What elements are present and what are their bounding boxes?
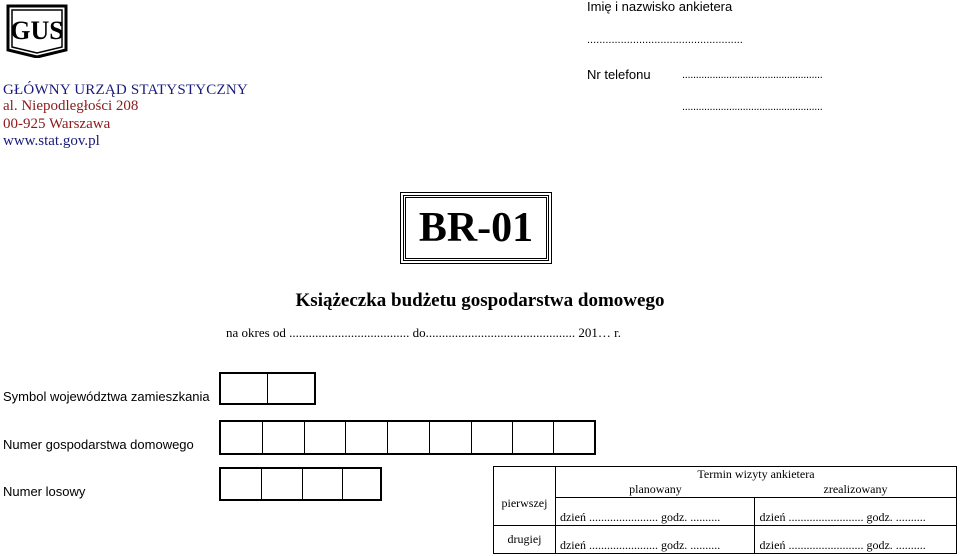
household-label: Numer gospodarstwa domowego [3,437,194,452]
planned-cell[interactable]: dzień ....................... godz. .......... [555,526,755,554]
planned-cell[interactable]: dzień ....................... godz. .......... [555,498,755,526]
interviewer-name-line[interactable]: ................................................... [587,34,743,46]
visits-table [493,466,957,554]
code-cell[interactable] [263,422,305,453]
visits-header: Termin wizyty ankietera [555,467,956,483]
gus-logo [2,2,72,58]
institution-name: GŁÓWNY URZĄD STATYSTYCZNY [3,82,248,98]
code-cell[interactable] [343,469,380,499]
phone-line[interactable]: ................................................... [682,69,823,81]
visits-corner [494,467,556,483]
code-cell[interactable] [221,374,268,403]
institution-website: www.stat.gov.pl [3,133,100,149]
random-number-label: Numer losowy [3,484,86,499]
code-cell[interactable] [554,422,594,453]
random-number-code-box[interactable] [219,467,382,501]
code-cell[interactable] [513,422,554,453]
actual-cell[interactable]: dzień ......................... godz. .......... [755,498,957,526]
form-title: Książeczka budżetu gospodarstwa domowego [295,290,665,311]
code-cell[interactable] [221,422,263,453]
actual-cell[interactable]: dzień ......................... godz. .......... [755,526,957,554]
institution-city: 00-925 Warszawa [3,116,111,132]
phone-label: Nr telefonu [587,67,651,82]
planned-header: planowany [555,482,755,498]
phone-line-2[interactable]: ................................................... [682,101,823,113]
period-line[interactable]: na okres od ..................................... do.............................................. 201… r. [226,325,622,340]
code-cell[interactable] [268,374,314,403]
code-cell[interactable] [430,422,472,453]
actual-header: zrealizowany [755,482,957,498]
interviewer-name-label: Imię i nazwisko ankietera [587,0,733,14]
code-cell[interactable] [346,422,388,453]
voivodeship-code-box[interactable] [219,372,316,405]
code-cell[interactable] [305,422,347,453]
form-code: BR-01 [403,195,549,261]
code-cell[interactable] [472,422,514,453]
visit-row-label: pierwszej [494,482,556,526]
code-cell[interactable] [303,469,343,499]
code-cell[interactable] [388,422,430,453]
code-cell[interactable] [262,469,303,499]
visit-row-label: drugiej [494,526,556,554]
logo-text: GUS [10,16,64,45]
voivodeship-label: Symbol województwa zamieszkania [3,389,210,404]
household-code-box[interactable] [219,420,596,455]
institution-street: al. Niepodległości 208 [3,98,139,114]
code-cell[interactable] [221,469,262,499]
